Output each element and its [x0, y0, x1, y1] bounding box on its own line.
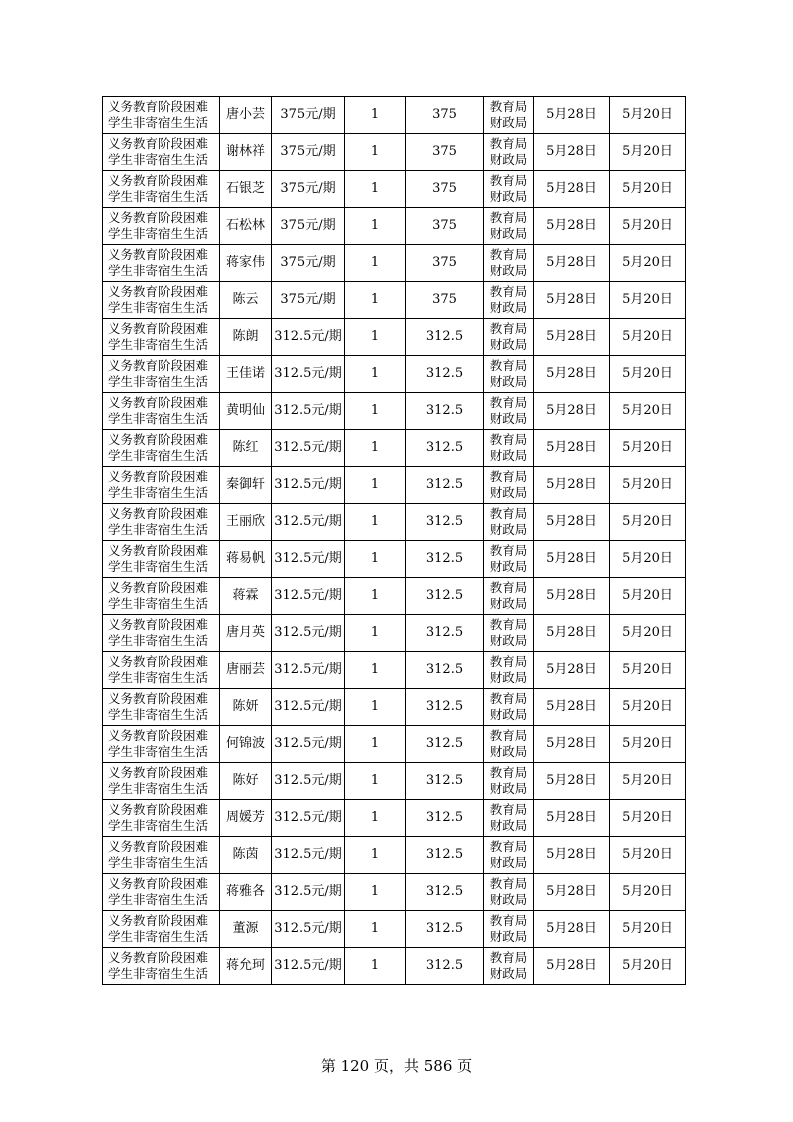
- name-cell: 蒋雅各: [220, 874, 272, 911]
- date2-cell: 5月20日: [610, 578, 686, 615]
- standard-cell: 375元/期: [272, 208, 345, 245]
- amount-cell: 312.5: [406, 504, 484, 541]
- quantity-cell: 1: [345, 837, 406, 874]
- name-cell: 唐丽芸: [220, 652, 272, 689]
- date1-cell: 5月28日: [534, 541, 610, 578]
- table-row: [103, 911, 686, 948]
- department-cell: 教育局财政局: [484, 948, 534, 985]
- project-cell: 义务教育阶段困难学生非寄宿生生活: [103, 245, 220, 282]
- table-row: [103, 134, 686, 171]
- standard-cell: 312.5元/期: [272, 615, 345, 652]
- project-cell: 义务教育阶段困难学生非寄宿生生活: [103, 467, 220, 504]
- amount-cell: 312.5: [406, 393, 484, 430]
- standard-cell: 312.5元/期: [272, 430, 345, 467]
- department-cell: 教育局财政局: [484, 652, 534, 689]
- table-row: [103, 282, 686, 319]
- amount-cell: 375: [406, 245, 484, 282]
- project-cell: 义务教育阶段困难学生非寄宿生生活: [103, 171, 220, 208]
- department-cell: 教育局财政局: [484, 282, 534, 319]
- quantity-cell: 1: [345, 319, 406, 356]
- amount-cell: 312.5: [406, 948, 484, 985]
- department-cell: 教育局财政局: [484, 208, 534, 245]
- name-cell: 石银芝: [220, 171, 272, 208]
- table-row: [103, 763, 686, 800]
- standard-cell: 312.5元/期: [272, 504, 345, 541]
- date1-cell: 5月28日: [534, 134, 610, 171]
- date2-cell: 5月20日: [610, 652, 686, 689]
- amount-cell: 375: [406, 97, 484, 134]
- date1-cell: 5月28日: [534, 393, 610, 430]
- project-cell: 义务教育阶段困难学生非寄宿生生活: [103, 97, 220, 134]
- amount-cell: 312.5: [406, 652, 484, 689]
- amount-cell: 312.5: [406, 726, 484, 763]
- date2-cell: 5月20日: [610, 837, 686, 874]
- amount-cell: 312.5: [406, 763, 484, 800]
- quantity-cell: 1: [345, 652, 406, 689]
- standard-cell: 375元/期: [272, 171, 345, 208]
- amount-cell: 312.5: [406, 837, 484, 874]
- name-cell: 王丽欣: [220, 504, 272, 541]
- project-cell: 义务教育阶段困难学生非寄宿生生活: [103, 837, 220, 874]
- department-cell: 教育局财政局: [484, 726, 534, 763]
- name-cell: 蒋易帆: [220, 541, 272, 578]
- project-cell: 义务教育阶段困难学生非寄宿生生活: [103, 356, 220, 393]
- amount-cell: 375: [406, 282, 484, 319]
- name-cell: 黄明仙: [220, 393, 272, 430]
- table-row: [103, 948, 686, 985]
- department-cell: 教育局财政局: [484, 467, 534, 504]
- department-cell: 教育局财政局: [484, 837, 534, 874]
- table-row: [103, 504, 686, 541]
- standard-cell: 312.5元/期: [272, 689, 345, 726]
- date1-cell: 5月28日: [534, 467, 610, 504]
- table-row: [103, 245, 686, 282]
- project-cell: 义务教育阶段困难学生非寄宿生生活: [103, 319, 220, 356]
- date2-cell: 5月20日: [610, 911, 686, 948]
- date1-cell: 5月28日: [534, 430, 610, 467]
- quantity-cell: 1: [345, 208, 406, 245]
- date1-cell: 5月28日: [534, 504, 610, 541]
- name-cell: 谢林祥: [220, 134, 272, 171]
- subsidy-table: [102, 96, 686, 985]
- standard-cell: 312.5元/期: [272, 541, 345, 578]
- date1-cell: 5月28日: [534, 615, 610, 652]
- project-cell: 义务教育阶段困难学生非寄宿生生活: [103, 763, 220, 800]
- name-cell: 石松林: [220, 208, 272, 245]
- name-cell: 蒋家伟: [220, 245, 272, 282]
- quantity-cell: 1: [345, 467, 406, 504]
- name-cell: 蒋霖: [220, 578, 272, 615]
- amount-cell: 312.5: [406, 874, 484, 911]
- date2-cell: 5月20日: [610, 319, 686, 356]
- date2-cell: 5月20日: [610, 541, 686, 578]
- amount-cell: 312.5: [406, 430, 484, 467]
- date2-cell: 5月20日: [610, 97, 686, 134]
- name-cell: 秦御轩: [220, 467, 272, 504]
- department-cell: 教育局财政局: [484, 763, 534, 800]
- date2-cell: 5月20日: [610, 467, 686, 504]
- table-row: [103, 874, 686, 911]
- department-cell: 教育局财政局: [484, 541, 534, 578]
- standard-cell: 312.5元/期: [272, 726, 345, 763]
- amount-cell: 312.5: [406, 578, 484, 615]
- name-cell: 陈好: [220, 763, 272, 800]
- table-row: [103, 578, 686, 615]
- project-cell: 义务教育阶段困难学生非寄宿生生活: [103, 911, 220, 948]
- standard-cell: 312.5元/期: [272, 911, 345, 948]
- date1-cell: 5月28日: [534, 282, 610, 319]
- quantity-cell: 1: [345, 134, 406, 171]
- standard-cell: 312.5元/期: [272, 393, 345, 430]
- department-cell: 教育局财政局: [484, 911, 534, 948]
- table-row: [103, 615, 686, 652]
- date2-cell: 5月20日: [610, 245, 686, 282]
- quantity-cell: 1: [345, 541, 406, 578]
- department-cell: 教育局财政局: [484, 97, 534, 134]
- name-cell: 何锦波: [220, 726, 272, 763]
- amount-cell: 312.5: [406, 319, 484, 356]
- date1-cell: 5月28日: [534, 837, 610, 874]
- standard-cell: 312.5元/期: [272, 837, 345, 874]
- date1-cell: 5月28日: [534, 652, 610, 689]
- page-footer: 第 120 页，共 586 页: [320, 1057, 473, 1075]
- date2-cell: 5月20日: [610, 763, 686, 800]
- department-cell: 教育局财政局: [484, 356, 534, 393]
- department-cell: 教育局财政局: [484, 245, 534, 282]
- table-row: [103, 541, 686, 578]
- standard-cell: 312.5元/期: [272, 319, 345, 356]
- department-cell: 教育局财政局: [484, 578, 534, 615]
- date2-cell: 5月20日: [610, 134, 686, 171]
- project-cell: 义务教育阶段困难学生非寄宿生生活: [103, 652, 220, 689]
- quantity-cell: 1: [345, 245, 406, 282]
- amount-cell: 312.5: [406, 541, 484, 578]
- project-cell: 义务教育阶段困难学生非寄宿生生活: [103, 726, 220, 763]
- quantity-cell: 1: [345, 504, 406, 541]
- department-cell: 教育局财政局: [484, 504, 534, 541]
- date1-cell: 5月28日: [534, 689, 610, 726]
- name-cell: 唐小芸: [220, 97, 272, 134]
- standard-cell: 375元/期: [272, 134, 345, 171]
- date1-cell: 5月28日: [534, 800, 610, 837]
- standard-cell: 312.5元/期: [272, 356, 345, 393]
- table-row: [103, 319, 686, 356]
- table-row: [103, 97, 686, 134]
- quantity-cell: 1: [345, 763, 406, 800]
- name-cell: 唐月英: [220, 615, 272, 652]
- date1-cell: 5月28日: [534, 208, 610, 245]
- name-cell: 陈妍: [220, 689, 272, 726]
- date1-cell: 5月28日: [534, 319, 610, 356]
- table-body: [103, 97, 686, 985]
- name-cell: 周媛芳: [220, 800, 272, 837]
- project-cell: 义务教育阶段困难学生非寄宿生生活: [103, 393, 220, 430]
- amount-cell: 312.5: [406, 615, 484, 652]
- amount-cell: 375: [406, 171, 484, 208]
- quantity-cell: 1: [345, 578, 406, 615]
- project-cell: 义务教育阶段困难学生非寄宿生生活: [103, 689, 220, 726]
- amount-cell: 312.5: [406, 911, 484, 948]
- project-cell: 义务教育阶段困难学生非寄宿生生活: [103, 208, 220, 245]
- quantity-cell: 1: [345, 356, 406, 393]
- amount-cell: 375: [406, 208, 484, 245]
- project-cell: 义务教育阶段困难学生非寄宿生生活: [103, 578, 220, 615]
- date2-cell: 5月20日: [610, 689, 686, 726]
- table-row: [103, 800, 686, 837]
- date2-cell: 5月20日: [610, 800, 686, 837]
- standard-cell: 312.5元/期: [272, 874, 345, 911]
- date1-cell: 5月28日: [534, 97, 610, 134]
- date2-cell: 5月20日: [610, 504, 686, 541]
- standard-cell: 375元/期: [272, 97, 345, 134]
- date1-cell: 5月28日: [534, 763, 610, 800]
- standard-cell: 312.5元/期: [272, 800, 345, 837]
- name-cell: 王佳诺: [220, 356, 272, 393]
- date2-cell: 5月20日: [610, 615, 686, 652]
- project-cell: 义务教育阶段困难学生非寄宿生生活: [103, 948, 220, 985]
- department-cell: 教育局财政局: [484, 393, 534, 430]
- standard-cell: 312.5元/期: [272, 578, 345, 615]
- amount-cell: 312.5: [406, 467, 484, 504]
- name-cell: 蒋允珂: [220, 948, 272, 985]
- standard-cell: 375元/期: [272, 245, 345, 282]
- date2-cell: 5月20日: [610, 726, 686, 763]
- project-cell: 义务教育阶段困难学生非寄宿生生活: [103, 541, 220, 578]
- name-cell: 陈云: [220, 282, 272, 319]
- project-cell: 义务教育阶段困难学生非寄宿生生活: [103, 800, 220, 837]
- standard-cell: 312.5元/期: [272, 467, 345, 504]
- quantity-cell: 1: [345, 689, 406, 726]
- quantity-cell: 1: [345, 726, 406, 763]
- table-row: [103, 356, 686, 393]
- name-cell: 董源: [220, 911, 272, 948]
- quantity-cell: 1: [345, 615, 406, 652]
- standard-cell: 312.5元/期: [272, 948, 345, 985]
- name-cell: 陈茵: [220, 837, 272, 874]
- department-cell: 教育局财政局: [484, 615, 534, 652]
- quantity-cell: 1: [345, 430, 406, 467]
- project-cell: 义务教育阶段困难学生非寄宿生生活: [103, 504, 220, 541]
- table-row: [103, 393, 686, 430]
- date1-cell: 5月28日: [534, 245, 610, 282]
- project-cell: 义务教育阶段困难学生非寄宿生生活: [103, 134, 220, 171]
- department-cell: 教育局财政局: [484, 319, 534, 356]
- department-cell: 教育局财政局: [484, 171, 534, 208]
- quantity-cell: 1: [345, 874, 406, 911]
- standard-cell: 312.5元/期: [272, 763, 345, 800]
- quantity-cell: 1: [345, 171, 406, 208]
- table-row: [103, 430, 686, 467]
- project-cell: 义务教育阶段困难学生非寄宿生生活: [103, 282, 220, 319]
- date2-cell: 5月20日: [610, 282, 686, 319]
- table-row: [103, 689, 686, 726]
- department-cell: 教育局财政局: [484, 874, 534, 911]
- date2-cell: 5月20日: [610, 393, 686, 430]
- table-row: [103, 171, 686, 208]
- date1-cell: 5月28日: [534, 874, 610, 911]
- department-cell: 教育局财政局: [484, 689, 534, 726]
- date1-cell: 5月28日: [534, 356, 610, 393]
- date1-cell: 5月28日: [534, 948, 610, 985]
- date2-cell: 5月20日: [610, 874, 686, 911]
- amount-cell: 312.5: [406, 689, 484, 726]
- standard-cell: 375元/期: [272, 282, 345, 319]
- name-cell: 陈朗: [220, 319, 272, 356]
- project-cell: 义务教育阶段困难学生非寄宿生生活: [103, 615, 220, 652]
- date1-cell: 5月28日: [534, 578, 610, 615]
- table-row: [103, 467, 686, 504]
- quantity-cell: 1: [345, 97, 406, 134]
- amount-cell: 312.5: [406, 800, 484, 837]
- table-row: [103, 652, 686, 689]
- standard-cell: 312.5元/期: [272, 652, 345, 689]
- name-cell: 陈红: [220, 430, 272, 467]
- date2-cell: 5月20日: [610, 356, 686, 393]
- department-cell: 教育局财政局: [484, 430, 534, 467]
- table-row: [103, 208, 686, 245]
- project-cell: 义务教育阶段困难学生非寄宿生生活: [103, 430, 220, 467]
- table-row: [103, 726, 686, 763]
- quantity-cell: 1: [345, 393, 406, 430]
- date2-cell: 5月20日: [610, 430, 686, 467]
- quantity-cell: 1: [345, 282, 406, 319]
- project-cell: 义务教育阶段困难学生非寄宿生生活: [103, 874, 220, 911]
- date2-cell: 5月20日: [610, 208, 686, 245]
- department-cell: 教育局财政局: [484, 800, 534, 837]
- quantity-cell: 1: [345, 911, 406, 948]
- quantity-cell: 1: [345, 800, 406, 837]
- date1-cell: 5月28日: [534, 911, 610, 948]
- amount-cell: 312.5: [406, 356, 484, 393]
- department-cell: 教育局财政局: [484, 134, 534, 171]
- amount-cell: 375: [406, 134, 484, 171]
- date2-cell: 5月20日: [610, 948, 686, 985]
- table-row: [103, 837, 686, 874]
- date2-cell: 5月20日: [610, 171, 686, 208]
- date1-cell: 5月28日: [534, 171, 610, 208]
- date1-cell: 5月28日: [534, 726, 610, 763]
- quantity-cell: 1: [345, 948, 406, 985]
